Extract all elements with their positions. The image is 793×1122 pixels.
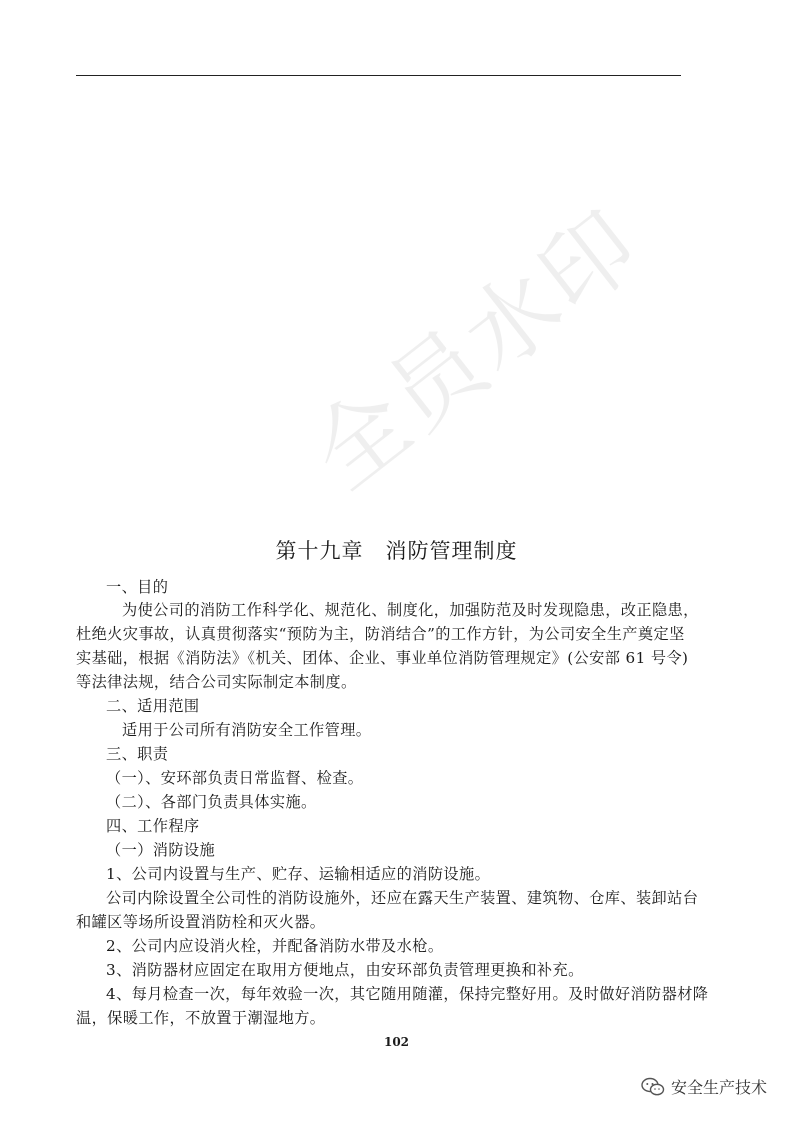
list-item: （二）、各部门负责具体实施。 <box>106 793 317 811</box>
header-rule <box>76 75 681 76</box>
list-item: 2、公司内应设消火栓，并配备消防水带及水枪。 <box>106 937 444 955</box>
page-number: 102 <box>383 1035 410 1049</box>
list-item: （一）、安环部负责日常监督、检查。 <box>106 769 364 787</box>
section-heading-procedure: 四、工作程序 <box>106 817 200 835</box>
brand-label: 安全生产技术 <box>670 1078 767 1097</box>
paragraph-line: 和罐区等场所设置消防栓和灭火器。 <box>76 913 326 931</box>
paragraph-line: 公司内除设置全公司性的消防设施外，还应在露天生产装置、建筑物、仓库、装卸站台 <box>106 889 699 907</box>
section-heading-scope: 二、适用范围 <box>106 697 200 715</box>
subsection-heading: （一）消防设施 <box>106 841 216 859</box>
chapter-title: 第十九章 消防管理制度 <box>275 539 518 563</box>
watermark: 全员水印 <box>292 189 661 511</box>
section-heading-purpose: 一、目的 <box>106 578 169 596</box>
paragraph-line: 为使公司的消防工作科学化、规范化、制度化，加强防范及时发现隐患，改正隐患， <box>122 601 699 619</box>
paragraph-line: 温，保暖工作，不放置于潮湿地方。 <box>76 1009 326 1027</box>
brand-footer <box>641 1075 767 1098</box>
list-item: 4、每月检查一次，每年效验一次，其它随用随灌，保持完整好用。及时做好消防器材降 <box>106 985 709 1003</box>
list-item: 3、消防器材应固定在取用方便地点，由安环部负责管理更换和补充。 <box>106 961 584 979</box>
section-heading-duties: 三、职责 <box>106 745 169 763</box>
paragraph-line: 适用于公司所有消防安全工作管理。 <box>122 721 372 739</box>
paragraph-line: 等法律法规，结合公司实际制定本制度。 <box>76 673 357 691</box>
paragraph-line: 实基础，根据《消防法》《机关、团体、企业、事业单位消防管理规定》(公安部 61 号令) <box>76 649 689 667</box>
paragraph-line: 杜绝火灾事故，认真贯彻落实“预防为主，防消结合”的工作方针，为公司安全生产奠定坚 <box>76 625 685 643</box>
list-item: 1、公司内设置与生产、贮存、运输相适应的消防设施。 <box>106 865 491 883</box>
wechat-icon <box>641 1077 665 1097</box>
